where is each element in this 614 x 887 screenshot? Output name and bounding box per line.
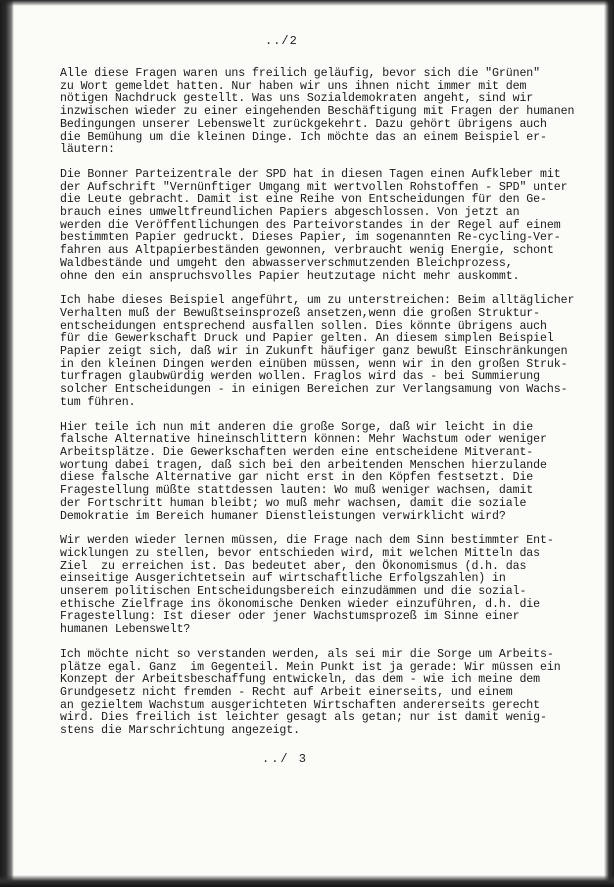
- paragraph: [60, 68, 588, 157]
- text-line: die Leute gebracht. Damit ist eine Reihe von Entscheidungen für den Ge-: [60, 193, 547, 207]
- scan-shadow-top: [0, 0, 614, 6]
- text-line: Waldbestände und umgeht den abwasserverschmutzenden Bleichprozess,: [60, 256, 513, 270]
- text-line: wicklungen zu stellen, bevor entschieden wird, mit welchen Mitteln das: [60, 546, 541, 560]
- text-line: Verhalten muß der Bewußtseinsprozeß ansetzen,wenn die großen Struktur-: [60, 306, 541, 320]
- text-line: falsche Alternative hineinschlittern können: Mehr Wachstum oder weniger: [60, 433, 547, 447]
- text-line: Ziel zu erreichen ist. Das bedeutet aber, den Ökonomismus (d.h. das: [60, 559, 527, 573]
- text-line: zu Wort gemeldet hatten. Nur haben wir uns ihnen nicht immer mit dem: [60, 79, 527, 93]
- scan-shadow-bottom: [0, 875, 614, 887]
- text-line: für die Gewerkschaft Druck und Papier gelten. An diesem simplen Beispiel: [60, 332, 554, 346]
- paragraph: [60, 422, 588, 524]
- text-line: Ich habe dieses Beispiel angeführt, um zu unterstreichen: Beim alltäglicher: [60, 294, 575, 308]
- text-line: solcher Entscheidungen - in einigen Bereichen zur Verlangsamung von Wachs-: [60, 383, 568, 397]
- text-line: brauch eines umweltfreundlichen Papiers abgeschlossen. Von jetzt an: [60, 206, 520, 220]
- text-line: Ich möchte nicht so verstanden werden, als sei mir die Sorge um Arbeits-: [60, 647, 554, 661]
- text-line: Grundgesetz nicht fremden - Recht auf Arbeit einerseits, und einem: [60, 685, 513, 699]
- text-line: Wir werden wieder lernen müssen, die Frage nach dem Sinn bestimmter Ent-: [60, 534, 554, 548]
- text-line: Fragestellung müßte stattdessen lauten: Wo muß weniger wachsen, damit: [60, 484, 534, 498]
- text-line: diese falsche Alternative gar nicht erst in den Köpfen festsetzt. Die: [60, 471, 534, 485]
- text-line: inzwischen wieder zu einer eingehenden Beschäftigung mit Fragen der humanen: [60, 105, 575, 119]
- text-line: tum führen.: [60, 395, 136, 409]
- paragraph: [60, 649, 588, 738]
- text-line: plätze egal. Ganz im Gegenteil. Mein Punkt ist ja gerade: Wir müssen ein: [60, 660, 561, 674]
- page-continuation-footer: ../ 3: [262, 752, 309, 766]
- text-line: läutern:: [60, 143, 115, 157]
- text-line: ohne den ein anspruchsvolles Papier heutzutage nicht mehr auskommt.: [60, 269, 520, 283]
- text-line: wird. Dies freilich ist leichter gesagt als getan; nur ist damit wenig-: [60, 711, 547, 725]
- text-line: turfragen glaubwürdig werden wollen. Fraglos wird das - bei Summierung: [60, 370, 541, 384]
- text-line: bestimmten Papier gedruckt. Dieses Papier, im sogenannten Re-cycling-Ver-: [60, 231, 561, 245]
- text-line: Hier teile ich nun mit anderen die große Sorge, daß wir leicht in die: [60, 420, 534, 434]
- text-line: humanen Lebenswelt?: [60, 623, 191, 637]
- paragraph: [60, 535, 588, 637]
- text-line: der Aufschrift "Vernünftiger Umgang mit wertvollen Rohstoffen - SPD" unter: [60, 180, 568, 194]
- scan-shadow-right: [604, 0, 614, 887]
- text-line: Papier zeigt sich, daß wir in Zukunft häufiger ganz bewußt Einschränkungen: [60, 345, 568, 359]
- paragraph: [60, 295, 588, 409]
- text-line: an gezieltem Wachstum ausgerichteten Wirtschaften andererseits gerecht: [60, 698, 541, 712]
- text-line: fahren aus Altpapierbeständen gewonnen, verbraucht wenig Energie, schont: [60, 244, 554, 258]
- paragraph: [60, 169, 588, 283]
- text-line: Konzept der Arbeitsbeschaffung entwickeln, das dem - wie ich meine dem: [60, 673, 541, 687]
- letter-body: [60, 68, 588, 750]
- text-line: Demokratie im Bereich humaner Dienstleistungen verwirklicht wird?: [60, 509, 506, 523]
- scan-shadow-left: [0, 0, 14, 887]
- text-line: einseitige Ausgerichtetsein auf wirtschaftliche Erfolgszahlen) in: [60, 572, 506, 586]
- text-line: Fragestellung: Ist dieser oder jener Wachstumsprozeß im Sinne einer: [60, 610, 520, 624]
- text-line: entscheidungen entsprechend ausfallen sollen. Dies könnte übrigens auch: [60, 319, 547, 333]
- text-line: die Bemühung um die kleinen Dinge. Ich möchte das an einem Beispiel er-: [60, 130, 547, 144]
- text-line: der Fortschritt human bleibt; wo muß mehr wachsen, damit die soziale: [60, 496, 527, 510]
- text-line: in den kleinen Dingen werden einüben müssen, wenn wir in den großen Struk-: [60, 357, 568, 371]
- text-line: werden die Veröffentlichungen des Parteivorstandes in der Regel auf einem: [60, 218, 561, 232]
- text-line: Arbeitsplätze. Die Gewerkschaften werden eine entscheidene Mitverant-: [60, 445, 534, 459]
- text-line: Bedingungen unserer Lebenswelt zurückgekehrt. Dazu gehört übrigens auch: [60, 117, 547, 131]
- text-line: unserem politischen Entscheidungsbereich einzudämmen und die sozial-: [60, 585, 527, 599]
- text-line: Alle diese Fragen waren uns freilich geläufig, bevor sich die "Grünen": [60, 67, 541, 80]
- text-line: Die Bonner Parteizentrale der SPD hat in diesen Tagen einen Aufkleber mit: [60, 167, 561, 181]
- page-number-header: ../2: [265, 34, 298, 48]
- text-line: wortung dabei tragen, daß sich bei den arbeitenden Menschen hierzulande: [60, 458, 547, 472]
- text-line: nötigen Nachdruck gestellt. Was uns Sozialdemokraten angeht, sind wir: [60, 92, 534, 106]
- text-line: stens die Marschrichtung angezeigt.: [60, 724, 301, 738]
- text-line: ethische Zielfrage ins ökonomische Denken wieder einzuführen, d.h. die: [60, 597, 541, 611]
